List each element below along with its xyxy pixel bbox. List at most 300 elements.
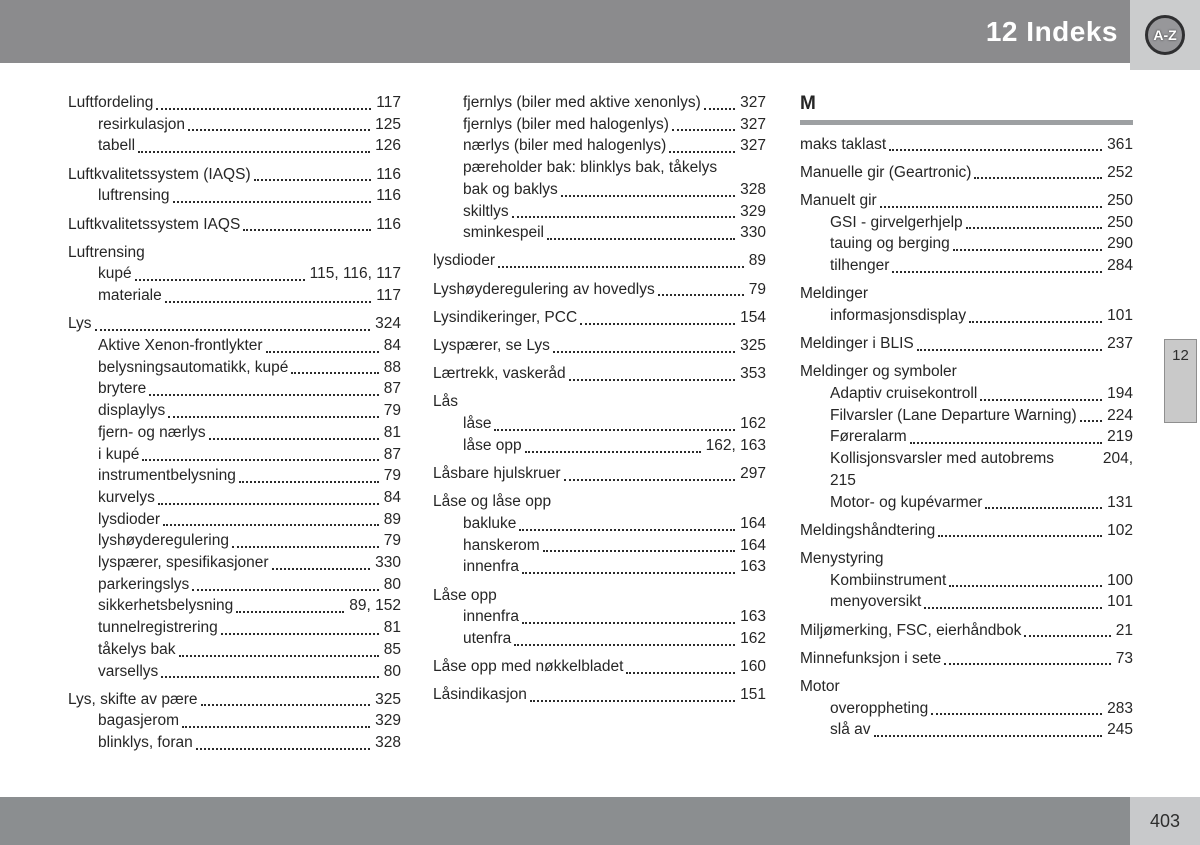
entry-label: Meldinger og symboler bbox=[800, 363, 957, 381]
dot-leader bbox=[291, 372, 378, 374]
entry-label: sminkespeil bbox=[463, 224, 544, 242]
entry-label: bagasjerom bbox=[98, 712, 179, 730]
entry-page-number: 101 bbox=[1107, 306, 1133, 324]
section-letter: M bbox=[800, 93, 816, 114]
entry-label: Låse og låse opp bbox=[433, 493, 552, 511]
entry-label: displaylys bbox=[98, 402, 166, 420]
entry-page-number: 252 bbox=[1107, 163, 1133, 181]
index-entry bbox=[800, 698, 1133, 720]
dot-leader bbox=[209, 438, 379, 440]
dot-leader bbox=[969, 321, 1102, 323]
page-number: 403 bbox=[1149, 810, 1181, 831]
entry-label: Meldinger i BLIS bbox=[800, 335, 914, 353]
dot-leader bbox=[156, 108, 371, 110]
entry-label: Manuelt gir bbox=[800, 191, 877, 209]
index-heading bbox=[433, 391, 766, 413]
entry-page-number: 361 bbox=[1107, 135, 1133, 153]
index-entry bbox=[68, 422, 401, 444]
entry-page-number: 204, bbox=[1102, 450, 1133, 468]
dot-leader bbox=[525, 451, 701, 453]
dot-leader bbox=[168, 416, 379, 418]
index-entry bbox=[800, 591, 1133, 613]
entry-page-number: 327 bbox=[740, 115, 766, 133]
entry-page-number: 250 bbox=[1107, 191, 1133, 209]
dot-leader bbox=[949, 585, 1102, 587]
dot-leader bbox=[974, 177, 1102, 179]
index-entry bbox=[433, 307, 766, 329]
index-entry bbox=[433, 222, 766, 244]
entry-page-number: 329 bbox=[375, 712, 401, 730]
dot-leader bbox=[95, 329, 371, 331]
entry-page-number: 284 bbox=[1107, 257, 1133, 275]
entry-label: brytere bbox=[98, 380, 147, 398]
dot-leader bbox=[138, 151, 370, 153]
entry-page-number: 117 bbox=[376, 94, 401, 111]
entry-page-number: 327 bbox=[740, 94, 766, 111]
entry-page-number: 330 bbox=[375, 554, 401, 572]
index-entry bbox=[433, 363, 766, 385]
entry-label: maks taklast bbox=[800, 135, 887, 153]
index-entry bbox=[800, 190, 1133, 212]
index-entry bbox=[68, 465, 401, 487]
entry-label: Lærtrekk, vaskeråd bbox=[433, 365, 566, 383]
chapter-tab-label: 12 bbox=[1172, 347, 1189, 364]
dot-leader bbox=[522, 622, 735, 624]
entry-page-number: 163 bbox=[740, 558, 766, 576]
entry-page-number: 290 bbox=[1107, 235, 1133, 253]
entry-page-number: 116 bbox=[376, 165, 401, 183]
entry-page-number: 125 bbox=[375, 115, 401, 133]
dot-leader bbox=[201, 704, 371, 706]
index-entry bbox=[68, 263, 401, 285]
entry-page-number: 102 bbox=[1107, 521, 1133, 539]
dot-leader bbox=[522, 572, 735, 574]
entry-page-number: 116 bbox=[376, 187, 401, 205]
entry-page-number: 194 bbox=[1107, 385, 1133, 403]
dot-leader bbox=[931, 713, 1102, 715]
entry-page-number: 325 bbox=[740, 337, 766, 355]
index-entry bbox=[800, 719, 1133, 741]
dot-leader bbox=[569, 379, 735, 381]
index-entry bbox=[68, 574, 401, 596]
entry-page-number: 353 bbox=[740, 365, 766, 383]
dot-leader bbox=[266, 351, 379, 353]
entry-page-number: 325 bbox=[375, 690, 401, 708]
dot-leader bbox=[669, 151, 735, 153]
entry-label: lyshøyderegulering bbox=[98, 532, 229, 550]
index-entry bbox=[433, 535, 766, 557]
index-heading bbox=[800, 676, 1133, 698]
dot-leader bbox=[182, 726, 370, 728]
index-heading bbox=[433, 157, 766, 179]
index-entry bbox=[800, 255, 1133, 277]
entry-label: Minnefunksjon i sete bbox=[800, 649, 942, 667]
entry-page-number: 162, 163 bbox=[705, 436, 766, 454]
index-entry bbox=[433, 435, 766, 457]
index-entry bbox=[433, 656, 766, 678]
entry-label: materiale bbox=[98, 287, 162, 305]
index-entry bbox=[68, 639, 401, 661]
entry-label: bak og baklys bbox=[463, 180, 558, 198]
entry-label: tabell bbox=[98, 137, 136, 155]
index-entry bbox=[68, 378, 401, 400]
index-entry bbox=[433, 335, 766, 357]
index-entry bbox=[68, 357, 401, 379]
entry-page-number: 154 bbox=[740, 308, 766, 326]
entry-page-number: 85 bbox=[383, 640, 401, 658]
entry-label: 215 bbox=[830, 471, 856, 489]
entry-page-number: 115, 116, 117 bbox=[309, 265, 401, 283]
entry-page-number: 164 bbox=[740, 514, 766, 532]
entry-page-number: 330 bbox=[740, 224, 766, 242]
index-entry bbox=[433, 201, 766, 223]
entry-page-number: 101 bbox=[1107, 593, 1133, 611]
dot-leader bbox=[1080, 420, 1102, 422]
entry-label: skiltlys bbox=[463, 202, 509, 220]
entry-label: Luftkvalitetssystem (IAQS) bbox=[68, 165, 251, 183]
index-entry bbox=[433, 179, 766, 201]
entry-page-number: 79 bbox=[748, 280, 766, 298]
dot-leader bbox=[938, 535, 1102, 537]
entry-page-number: 219 bbox=[1107, 428, 1133, 446]
page-number-panel bbox=[1130, 797, 1200, 845]
entry-page-number: 89, 152 bbox=[349, 597, 401, 615]
dot-leader bbox=[889, 149, 1102, 151]
index-entry bbox=[800, 570, 1133, 592]
dot-leader bbox=[135, 279, 305, 281]
index-entry bbox=[68, 92, 401, 114]
section-rule bbox=[800, 120, 1133, 125]
entry-label: hanskerom bbox=[463, 536, 540, 554]
index-entry bbox=[68, 710, 401, 732]
entry-page-number: 88 bbox=[383, 358, 401, 376]
index-entry bbox=[433, 250, 766, 272]
entry-page-number: 224 bbox=[1107, 406, 1133, 424]
index-entry bbox=[800, 212, 1133, 234]
entry-label: Lyshøyderegulering av hovedlys bbox=[433, 280, 655, 298]
entry-label: Lås bbox=[433, 393, 458, 411]
index-entry bbox=[68, 487, 401, 509]
entry-page-number: 80 bbox=[383, 575, 401, 593]
index-entry bbox=[800, 426, 1133, 448]
entry-page-number: 163 bbox=[740, 608, 766, 626]
entry-page-number: 117 bbox=[376, 287, 401, 305]
index-entry bbox=[68, 509, 401, 531]
dot-leader bbox=[658, 294, 744, 296]
dot-leader bbox=[243, 229, 371, 231]
entry-label: varsellys bbox=[98, 662, 159, 680]
entry-label: pæreholder bak: blinklys bak, tåkelys bbox=[463, 159, 718, 177]
entry-label: kupé bbox=[98, 265, 132, 283]
entry-label: parkeringslys bbox=[98, 575, 190, 593]
entry-label: Motor- og kupévarmer bbox=[830, 493, 983, 511]
entry-page-number: 84 bbox=[383, 488, 401, 506]
entry-label: Luftfordeling bbox=[68, 94, 154, 111]
dot-leader bbox=[158, 503, 379, 505]
entry-label: resirkulasjon bbox=[98, 115, 186, 133]
dot-leader bbox=[704, 108, 735, 110]
entry-label: Lysindikeringer, PCC bbox=[433, 308, 578, 326]
index-entry bbox=[68, 530, 401, 552]
dot-leader bbox=[165, 301, 372, 303]
entry-page-number: 151 bbox=[740, 686, 766, 704]
entry-label: Lys bbox=[68, 315, 92, 333]
entry-page-number: 328 bbox=[740, 180, 766, 198]
entry-label: nærlys (biler med halogenlys) bbox=[463, 137, 667, 155]
header-bar bbox=[0, 0, 1130, 63]
dot-leader bbox=[192, 589, 378, 591]
dot-leader bbox=[161, 676, 378, 678]
index-entry bbox=[68, 732, 401, 754]
dot-leader bbox=[924, 607, 1102, 609]
entry-label: Motor bbox=[800, 677, 840, 695]
index-entry bbox=[800, 333, 1133, 355]
az-badge-panel bbox=[1130, 0, 1200, 70]
entry-page-number: 79 bbox=[383, 532, 401, 550]
entry-label: låse opp bbox=[463, 436, 522, 454]
dot-leader bbox=[142, 459, 378, 461]
index-entry bbox=[433, 513, 766, 535]
entry-page-number: 79 bbox=[383, 467, 401, 485]
dot-leader bbox=[672, 129, 735, 131]
entry-page-number: 87 bbox=[383, 380, 401, 398]
index-heading bbox=[800, 361, 1133, 383]
entry-label: lyspærer, spesifikasjoner bbox=[98, 554, 269, 572]
index-entry bbox=[800, 620, 1133, 642]
entry-page-number: 162 bbox=[740, 415, 766, 433]
index-entry bbox=[68, 617, 401, 639]
index-entry bbox=[800, 648, 1133, 670]
index-heading bbox=[800, 548, 1133, 570]
entry-label: låse bbox=[463, 415, 492, 433]
entry-page-number: 100 bbox=[1107, 571, 1133, 589]
index-entry bbox=[68, 400, 401, 422]
dot-leader bbox=[179, 655, 379, 657]
dot-leader bbox=[149, 394, 379, 396]
dot-leader bbox=[512, 216, 735, 218]
index-entry bbox=[68, 285, 401, 307]
entry-label: overoppheting bbox=[830, 699, 929, 717]
entry-page-number: 21 bbox=[1115, 621, 1133, 639]
entry-label: Kollisjonsvarsler med autobrems bbox=[830, 450, 1054, 468]
dot-leader bbox=[880, 206, 1102, 208]
entry-label: tilhenger bbox=[830, 257, 890, 275]
index-entry bbox=[68, 114, 401, 136]
index-entry bbox=[433, 413, 766, 435]
index-entry bbox=[800, 448, 1133, 470]
entry-page-number: 87 bbox=[383, 445, 401, 463]
index-heading bbox=[800, 283, 1133, 305]
entry-label: utenfra bbox=[463, 629, 512, 647]
index-entry bbox=[68, 595, 401, 617]
entry-label: fjernlys (biler med aktive xenonlys) bbox=[463, 94, 701, 111]
index-entry bbox=[800, 405, 1133, 427]
entry-page-number: 80 bbox=[383, 662, 401, 680]
footer-bar bbox=[0, 797, 1130, 845]
dot-leader bbox=[173, 201, 372, 203]
index-column-2 bbox=[433, 92, 766, 706]
entry-label: fjernlys (biler med halogenlys) bbox=[463, 115, 669, 133]
entry-label: Meldingshåndtering bbox=[800, 521, 936, 539]
dot-leader bbox=[254, 179, 372, 181]
entry-label: innenfra bbox=[463, 558, 520, 576]
entry-page-number: 160 bbox=[740, 658, 766, 676]
dot-leader bbox=[519, 529, 735, 531]
index-heading bbox=[68, 242, 401, 264]
entry-page-number: 162 bbox=[740, 629, 766, 647]
entry-label: Miljømerking, FSC, eierhåndbok bbox=[800, 621, 1022, 639]
index-heading bbox=[433, 491, 766, 513]
dot-leader bbox=[892, 271, 1102, 273]
entry-label: slå av bbox=[830, 721, 871, 739]
entry-page-number: 283 bbox=[1107, 699, 1133, 717]
dot-leader bbox=[221, 633, 379, 635]
entry-label: luftrensing bbox=[98, 187, 170, 205]
index-entry bbox=[433, 606, 766, 628]
index-entry bbox=[800, 492, 1133, 514]
entry-label: lysdioder bbox=[433, 252, 496, 270]
entry-label: Låse opp med nøkkelbladet bbox=[433, 658, 624, 676]
entry-page-number: 81 bbox=[383, 619, 401, 637]
index-heading bbox=[433, 585, 766, 607]
dot-leader bbox=[547, 238, 735, 240]
entry-label: Låsbare hjulskruer bbox=[433, 465, 561, 483]
index-entry bbox=[68, 689, 401, 711]
entry-page-number: 126 bbox=[375, 137, 401, 155]
entry-page-number: 89 bbox=[383, 510, 401, 528]
entry-label: blinklys, foran bbox=[98, 734, 193, 752]
dot-leader bbox=[917, 349, 1102, 351]
entry-page-number: 297 bbox=[740, 465, 766, 483]
entry-label: bakluke bbox=[463, 514, 517, 532]
entry-label: Aktive Xenon-frontlykter bbox=[98, 337, 263, 355]
dot-leader bbox=[564, 479, 736, 481]
index-column-1 bbox=[68, 92, 401, 754]
entry-label: Lys, skifte av pære bbox=[68, 690, 198, 708]
entry-label: Adaptiv cruisekontroll bbox=[830, 385, 978, 403]
a-z-index-icon bbox=[1145, 15, 1185, 55]
page-title: 12 Indeks bbox=[985, 15, 1118, 47]
entry-page-number: 84 bbox=[383, 337, 401, 355]
dot-leader bbox=[944, 663, 1110, 665]
dot-leader bbox=[272, 568, 371, 570]
entry-label: tunnelregistrering bbox=[98, 619, 218, 637]
index-entry bbox=[433, 556, 766, 578]
entry-page-number: 250 bbox=[1107, 213, 1133, 231]
entry-page-number: 237 bbox=[1107, 335, 1133, 353]
entry-label: Manuelle gir (Geartronic) bbox=[800, 163, 972, 181]
entry-page-number: 324 bbox=[375, 315, 401, 333]
entry-page-number: 328 bbox=[375, 734, 401, 752]
dot-leader bbox=[580, 323, 735, 325]
entry-label: Lyspærer, se Lys bbox=[433, 337, 550, 355]
entry-label: Luftkvalitetssystem IAQS bbox=[68, 215, 241, 233]
entry-page-number: 131 bbox=[1107, 493, 1133, 511]
index-entry bbox=[68, 335, 401, 357]
entry-label: Luftrensing bbox=[68, 243, 145, 261]
entry-page-number: 89 bbox=[748, 252, 766, 270]
dot-leader bbox=[553, 351, 735, 353]
entry-label: i kupé bbox=[98, 445, 140, 463]
entry-label: lysdioder bbox=[98, 510, 161, 528]
dot-leader bbox=[985, 507, 1102, 509]
entry-page-number: 245 bbox=[1107, 721, 1133, 739]
entry-page-number: 116 bbox=[376, 215, 401, 233]
entry-label: Låse opp bbox=[433, 586, 497, 604]
entry-label: GSI - girvelgerhjelp bbox=[830, 213, 963, 231]
entry-label: innenfra bbox=[463, 608, 520, 626]
index-entry bbox=[68, 185, 401, 207]
dot-leader bbox=[530, 700, 735, 702]
dot-leader bbox=[980, 399, 1102, 401]
entry-label: sikkerhetsbelysning bbox=[98, 597, 234, 615]
dot-leader bbox=[1024, 635, 1110, 637]
dot-leader bbox=[236, 611, 344, 613]
index-entry bbox=[800, 383, 1133, 405]
dot-leader bbox=[543, 550, 735, 552]
entry-label: belysningsautomatikk, kupé bbox=[98, 358, 289, 376]
index-entry bbox=[433, 628, 766, 650]
index-entry bbox=[433, 279, 766, 301]
entry-label: tåkelys bak bbox=[98, 640, 176, 658]
entry-page-number: 164 bbox=[740, 536, 766, 554]
entry-label: kurvelys bbox=[98, 488, 155, 506]
entry-label: Føreralarm bbox=[830, 428, 907, 446]
index-entry bbox=[433, 92, 766, 114]
entry-page-number: 73 bbox=[1115, 649, 1133, 667]
index-entry bbox=[68, 164, 401, 186]
dot-leader bbox=[514, 644, 735, 646]
dot-leader bbox=[163, 524, 379, 526]
entry-label: tauing og berging bbox=[830, 235, 950, 253]
entry-label: informasjonsdisplay bbox=[830, 306, 967, 324]
index-entry bbox=[68, 552, 401, 574]
dot-leader bbox=[953, 249, 1102, 251]
index-entry bbox=[68, 214, 401, 236]
entry-label: Låsindikasjon bbox=[433, 686, 527, 704]
dot-leader bbox=[494, 429, 735, 431]
index-heading bbox=[800, 470, 1133, 492]
index-entry bbox=[800, 162, 1133, 184]
entry-label: menyoversikt bbox=[830, 593, 922, 611]
index-entry bbox=[800, 233, 1133, 255]
entry-page-number: 79 bbox=[383, 402, 401, 420]
index-entry bbox=[68, 135, 401, 157]
dot-leader bbox=[239, 481, 379, 483]
index-column-3 bbox=[800, 92, 1133, 741]
entry-label: Menystyring bbox=[800, 549, 884, 567]
index-entry bbox=[800, 305, 1133, 327]
index-entry bbox=[433, 684, 766, 706]
index-entry bbox=[433, 114, 766, 136]
index-entry bbox=[433, 135, 766, 157]
dot-leader bbox=[232, 546, 379, 548]
dot-leader bbox=[498, 266, 744, 268]
a-z-index-icon-label: A-Z bbox=[1153, 27, 1177, 43]
entry-page-number: 327 bbox=[740, 137, 766, 155]
dot-leader bbox=[188, 129, 370, 131]
entry-label: fjern- og nærlys bbox=[98, 423, 206, 441]
index-entry bbox=[433, 463, 766, 485]
dot-leader bbox=[966, 227, 1102, 229]
entry-page-number: 81 bbox=[383, 423, 401, 441]
entry-label: Filvarsler (Lane Departure Warning) bbox=[830, 406, 1077, 424]
index-entry bbox=[800, 134, 1133, 156]
index-entry bbox=[68, 313, 401, 335]
index-entry bbox=[68, 661, 401, 683]
dot-leader bbox=[561, 195, 735, 197]
entry-label: instrumentbelysning bbox=[98, 467, 236, 485]
